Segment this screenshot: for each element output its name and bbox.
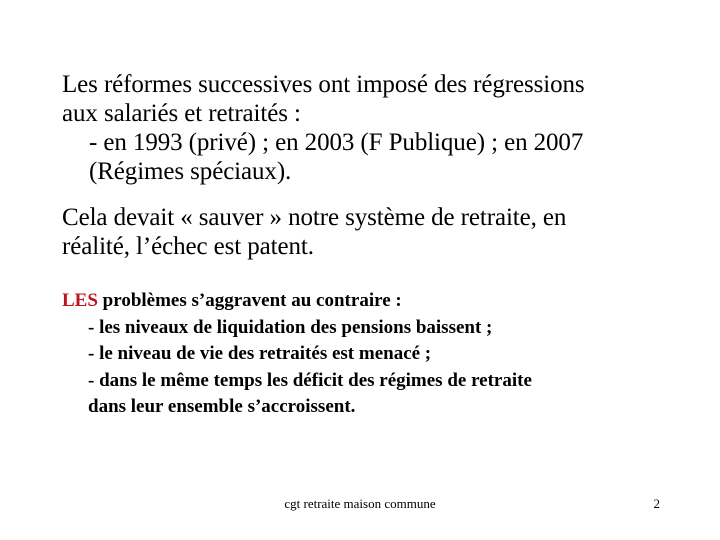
bullet-item: - les niveaux de liquidation des pensions baissent ; xyxy=(88,316,493,338)
paragraph-failure xyxy=(62,203,682,261)
text-line: Les réformes successives ont imposé des régressions xyxy=(62,71,585,98)
text-line: aux salariés et retraités : xyxy=(62,100,301,127)
paragraph-problems xyxy=(62,288,682,421)
text-line xyxy=(62,288,682,315)
page-number: 2 xyxy=(653,496,660,511)
text-fragment: problèmes s’aggravent au contraire : xyxy=(97,290,402,311)
bullet-item: - le niveau de vie des retraités est menacé ; xyxy=(88,343,432,364)
text-line: - en 1993 (privé) ; en 2003 (F Publique) ; en 2007 xyxy=(89,129,584,156)
highlight-les: LES xyxy=(62,290,98,311)
text-line: réalité, l’échec est patent. xyxy=(62,233,314,260)
text-line: Cela devait « sauver » notre système de retraite, en xyxy=(62,204,567,231)
paragraph-reforms xyxy=(62,70,682,186)
bullet-item: - dans le même temps les déficit des régimes de retraite xyxy=(88,369,532,391)
footer-text: cgt retraite maison commune xyxy=(284,496,436,511)
text-line: (Régimes spéciaux). xyxy=(89,158,292,185)
bullet-item-continuation: dans leur ensemble s’accroissent. xyxy=(88,396,356,417)
